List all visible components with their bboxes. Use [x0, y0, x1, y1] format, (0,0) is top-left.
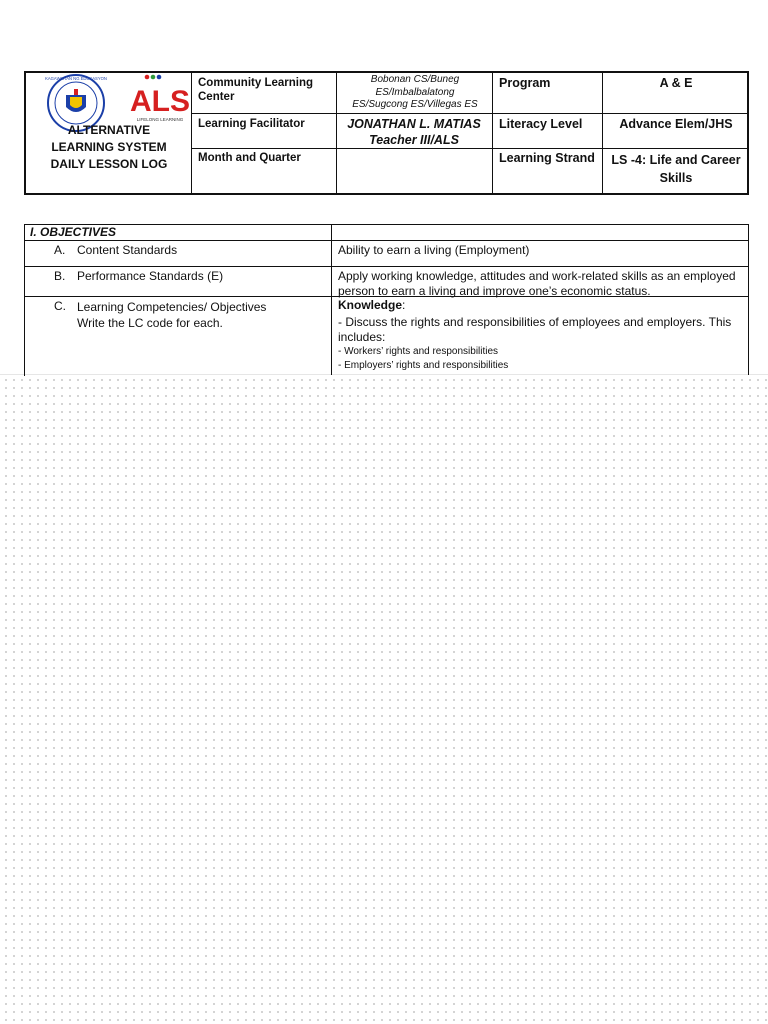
- bullet-item: - Workers’ rights and responsibilities: [338, 346, 499, 357]
- als-logo-letters: ALS: [130, 85, 190, 118]
- als-logo: [130, 73, 190, 125]
- divider: [25, 240, 748, 241]
- month-quarter-label: Month and Quarter: [198, 152, 301, 164]
- lc-label-line: Write the LC code for each.: [77, 316, 223, 330]
- row-letter: C.: [54, 299, 66, 313]
- divider: [492, 73, 493, 193]
- page-cut-mask: [25, 375, 750, 379]
- clc-value: Bobonan CS/Buneg ES/Imbalbalatong ES/Sugcong ES/Villegas ES: [352, 74, 478, 110]
- row-letter: B.: [54, 269, 66, 283]
- literacy-level-label: Literacy Level: [499, 117, 583, 131]
- performance-standards-label: Performance Standards (E): [77, 269, 224, 283]
- clc-label: Community Learning Center: [198, 77, 314, 103]
- learning-strand-value: LS -4: Life and Career Skills: [611, 153, 741, 185]
- facilitator-name: JONATHAN L. MATIAS: [347, 117, 481, 131]
- document-title: [26, 122, 192, 173]
- divider: [331, 225, 332, 375]
- title-line: LEARNING SYSTEM: [51, 140, 167, 154]
- program-value: A & E: [659, 76, 693, 90]
- knowledge-heading: Knowledge: [338, 298, 403, 312]
- divider: [191, 148, 747, 149]
- content-standards-value: Ability to earn a living (Employment): [338, 243, 530, 257]
- learning-competencies-value: Knowledge: - Discuss the rights and responsibilities of employees and employers. This includes: - Workers’ rights and responsibilities - Employers’ rights and responsibilities: [338, 298, 740, 372]
- learning-competencies-label: [77, 299, 327, 331]
- als-logo-caption: LIFELONG LEARNING: [136, 117, 184, 122]
- header-table: [24, 71, 749, 195]
- objectives-table: [24, 224, 749, 376]
- divider: [602, 73, 603, 193]
- row-letter: A.: [54, 243, 66, 257]
- divider: [191, 113, 747, 114]
- performance-standards-value: Apply working knowledge, attitudes and work-related skills as an employed person to earn a living and improve one’s economic status.: [338, 269, 736, 298]
- blank-dotted-background: [0, 374, 768, 1024]
- facilitator-label: Learning Facilitator: [198, 118, 305, 130]
- seal-text: KAGAWARAN NG EDUKASYON: [45, 76, 107, 81]
- facilitator-value: [340, 116, 488, 148]
- program-label: Program: [499, 76, 551, 90]
- knowledge-text: - Discuss the rights and responsibilities of employees and employers. This includes:: [338, 315, 732, 344]
- content-standards-label: Content Standards: [77, 243, 178, 257]
- learning-strand-label: Learning Strand: [499, 151, 595, 165]
- title-line: ALTERNATIVE: [67, 123, 151, 137]
- divider: [336, 73, 337, 193]
- objectives-heading: I. OBJECTIVES: [30, 225, 117, 239]
- lc-label-line: Learning Competencies/ Objectives: [77, 300, 267, 314]
- divider: [25, 266, 748, 267]
- title-line: DAILY LESSON LOG: [50, 157, 168, 171]
- bullet-item: - Employers’ rights and responsibilities: [338, 359, 509, 371]
- literacy-level-value: Advance Elem/JHS: [619, 117, 733, 131]
- facilitator-title: Teacher III/ALS: [369, 133, 459, 147]
